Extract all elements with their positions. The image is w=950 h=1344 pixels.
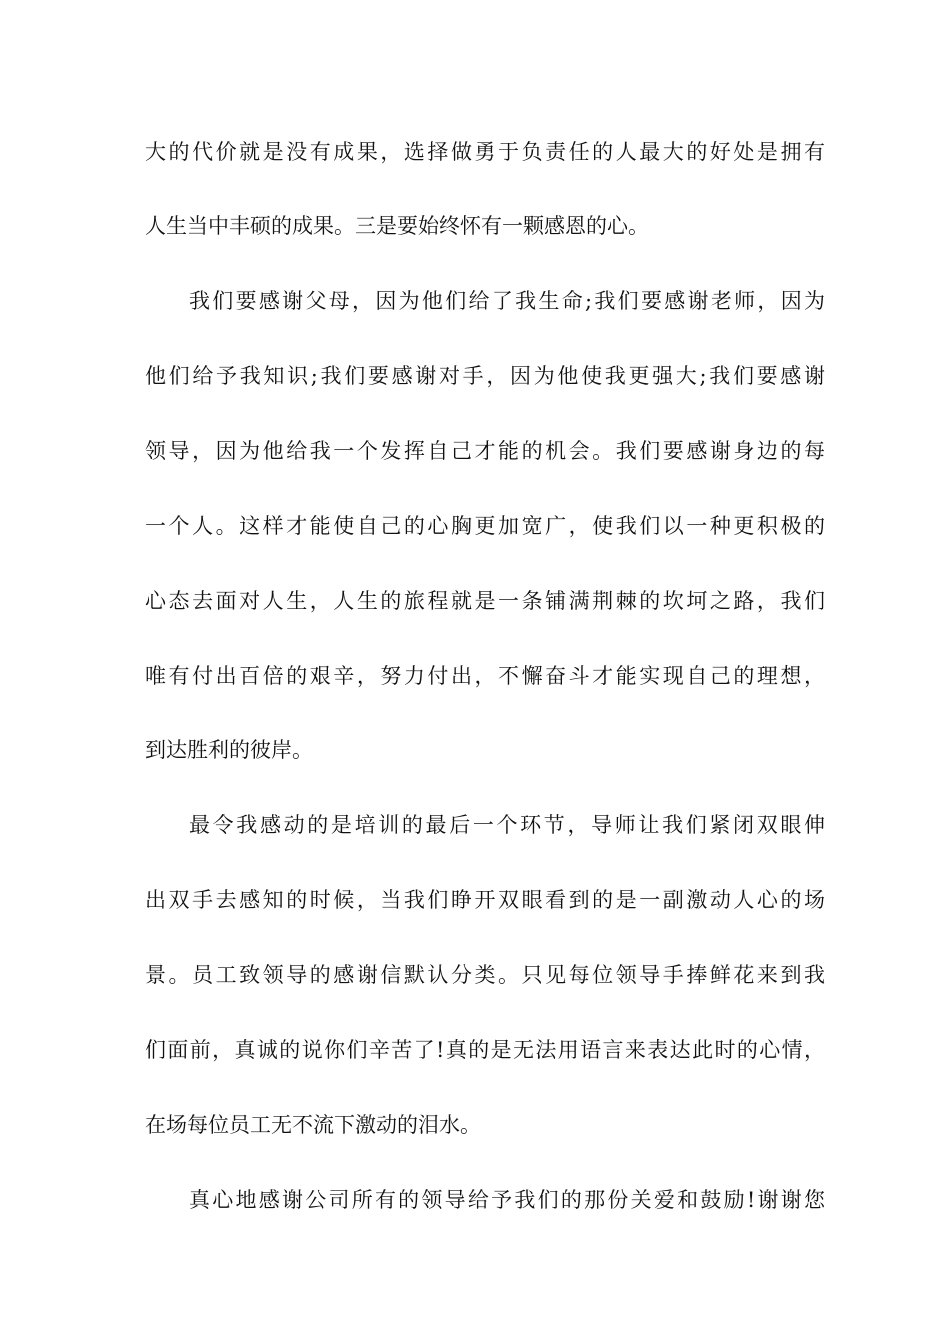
text-line: 大的代价就是没有成果，选择做勇于负责任的人最大的好处是拥有: [145, 140, 825, 164]
text-line: 人生当中丰硕的成果。三是要始终怀有一颗感恩的心。: [145, 214, 649, 238]
text-line: 领导，因为他给我一个发挥自己才能的机会。我们要感谢身边的每: [145, 439, 825, 463]
text-line: 我们要感谢父母，因为他们给了我生命;我们要感谢老师，因为: [189, 289, 825, 313]
text-line: 唯有付出百倍的艰辛，努力付出，不懈奋斗才能实现自己的理想，: [145, 664, 825, 688]
text-line: 在场每位员工无不流下激动的泪水。: [145, 1113, 481, 1137]
text-line: 们面前，真诚的说你们辛苦了!真的是无法用语言来表达此时的心情，: [145, 1038, 825, 1062]
text-line: 景。员工致领导的感谢信默认分类。只见每位领导手捧鲜花来到我: [145, 963, 825, 987]
text-line: 真心地感谢公司所有的领导给予我们的那份关爱和鼓励!谢谢您: [189, 1188, 825, 1212]
text-line: 一个人。这样才能使自己的心胸更加宽广，使我们以一种更积极的: [145, 514, 825, 538]
text-line: 到达胜利的彼岸。: [145, 738, 313, 762]
text-line: 他们给予我知识;我们要感谢对手，因为他使我更强大;我们要感谢: [145, 364, 825, 388]
text-line: 心态去面对人生，人生的旅程就是一条铺满荆棘的坎坷之路，我们: [145, 589, 825, 613]
text-line: 最令我感动的是培训的最后一个环节，导师让我们紧闭双眼伸: [189, 813, 825, 837]
text-line: 出双手去感知的时候，当我们睁开双眼看到的是一副激动人心的场: [145, 888, 825, 912]
